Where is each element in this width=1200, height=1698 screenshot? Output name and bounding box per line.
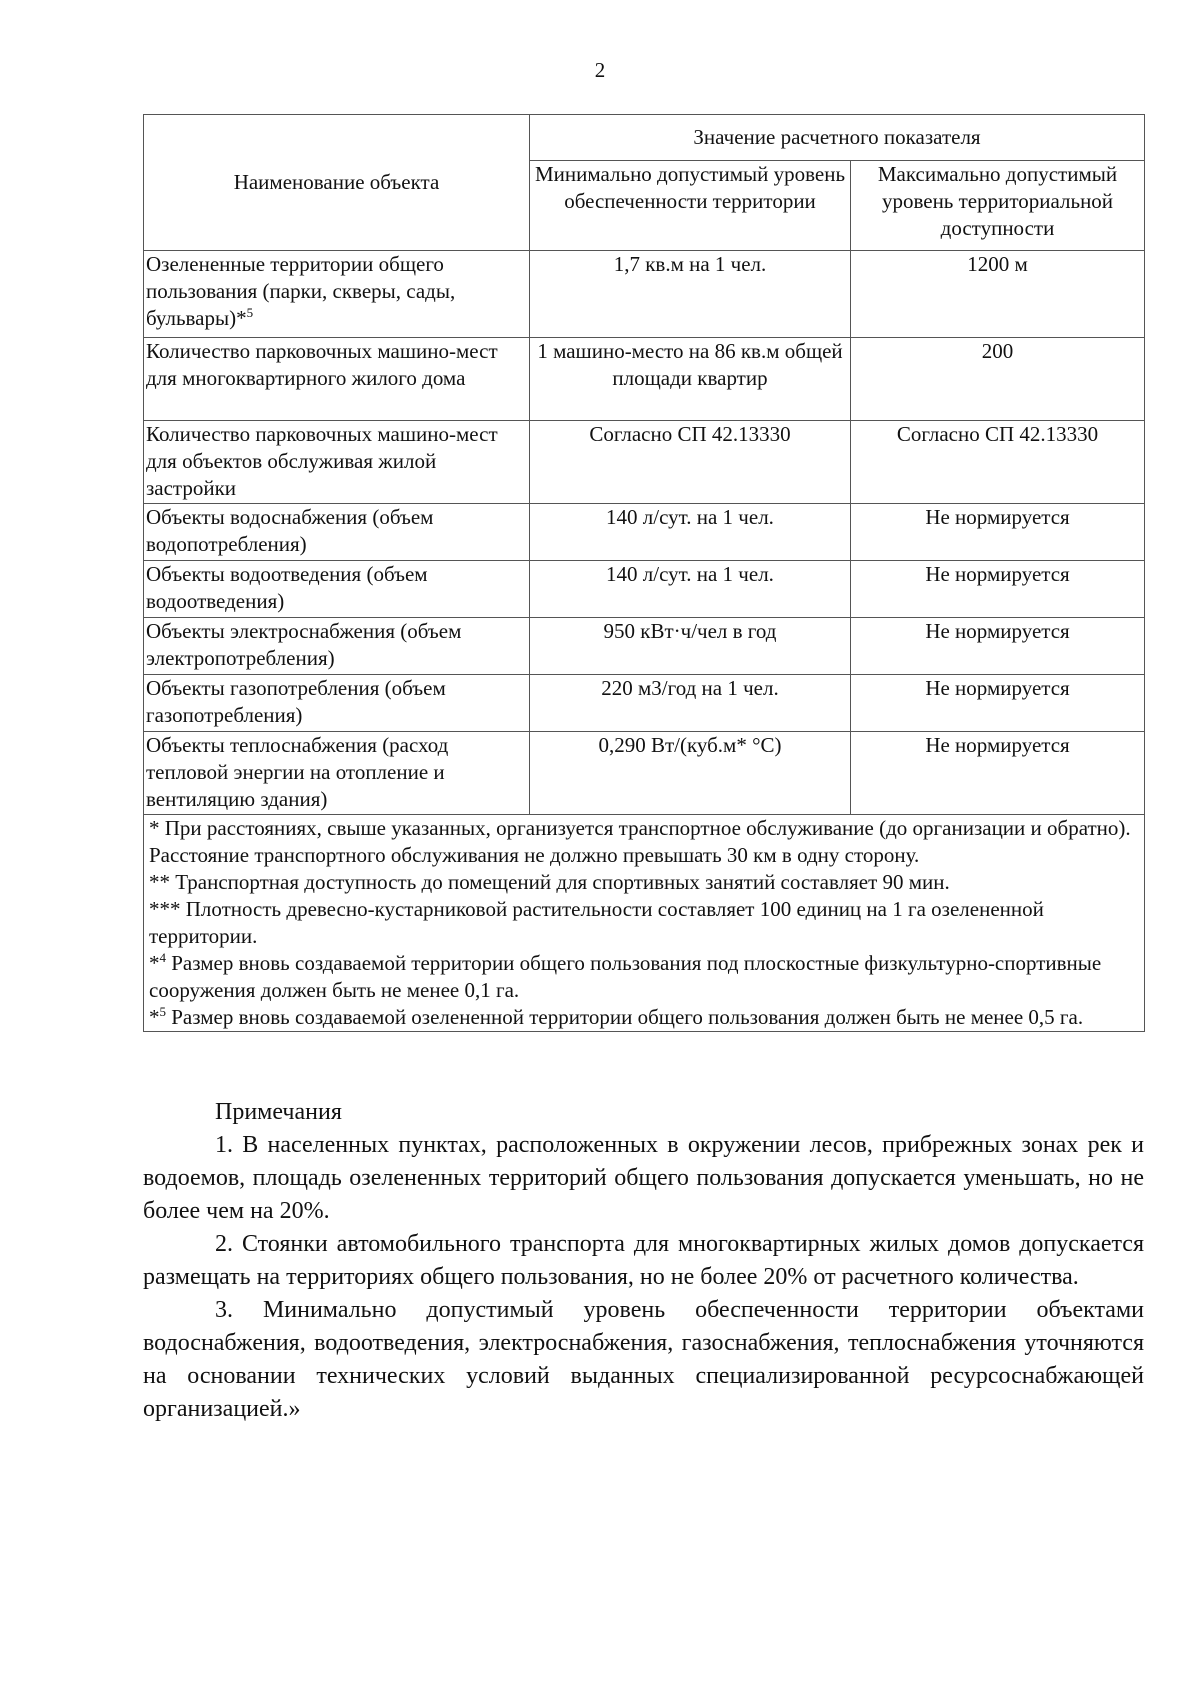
row-object-name: Объекты электроснабжения (объем электропотребления) <box>144 618 530 675</box>
footnote-5: *$^5$ Размер вновь создаваемой озелененной территории общего пользования должен быть не менее 0,5 га. <box>149 1004 1084 1029</box>
row-min-value: 220 м3/год на 1 чел. <box>530 675 851 732</box>
table-row <box>144 732 1145 815</box>
row-min-value: 1 машино-место на 86 кв.м общей площади квартир <box>530 338 851 421</box>
row-min-value: 140 л/сут. на 1 чел. <box>530 504 851 561</box>
page-number: 2 <box>594 58 606 82</box>
table-row <box>144 561 1145 618</box>
footnote-3: *** Плотность древесно-кустарниковой растительности составляет 100 единиц на 1 га озелененной территории. <box>149 897 1044 948</box>
row-max-value: 200 <box>851 338 1145 421</box>
footnote-1: * При расстояниях, свыше указанных, организуется транспортное обслуживание (до организации и обратно). Расстояние транспортного обслуживания не должно превышать 30 км в одну сторону. <box>149 816 1131 867</box>
row-max-value: Не нормируется <box>851 618 1145 675</box>
row-max-value: 1200 м <box>851 251 1145 338</box>
row-max-value: Не нормируется <box>851 675 1145 732</box>
note-item: 3. Минимально допустимый уровень обеспеченности территории объектами водоснабжения, водоотведения, электроснабжения, газоснабжения, теплоснабжения уточняются на основании технических условий выданных специализированной ресурсоснабжающей организацией.» <box>143 1297 1144 1422</box>
row-object-name: Объекты водоснабжения (объем водопотребления) <box>144 504 530 561</box>
table-row <box>144 504 1145 561</box>
header-min-level: Минимально допустимый уровень обеспеченности территории <box>530 161 851 251</box>
row-max-value: Согласно СП 42.13330 <box>851 421 1145 504</box>
note-item: 2. Стоянки автомобильного транспорта для многоквартирных жилых домов допускается размещать на территориях общего пользования, но не более 20% от расчетного количества. <box>143 1231 1144 1290</box>
row-max-value: Не нормируется <box>851 504 1145 561</box>
footnote-4: *$^4$ Размер вновь создаваемой территории общего пользования под плоскостные физкультурно-спортивные сооружения должен быть не менее 0,1 га. <box>149 950 1102 1002</box>
row-object-name: Количество парковочных машино-мест для многоквартирного жилого дома <box>144 338 530 421</box>
table-footnotes <box>144 815 1145 1032</box>
row-min-value: 1,7 кв.м на 1 чел. <box>530 251 851 338</box>
table-footnotes-row <box>144 815 1145 1032</box>
row-min-value: 140 л/сут. на 1 чел. <box>530 561 851 618</box>
row-object-name: Объекты газопотребления (объем газопотребления) <box>144 675 530 732</box>
table-header-row <box>144 115 1145 161</box>
footnote-2: ** Транспортная доступность до помещений для спортивных занятий составляет 90 мин. <box>149 870 950 894</box>
row-min-value: 950 кВт·ч/чел в год <box>530 618 851 675</box>
table-row <box>144 675 1145 732</box>
row-object-name: Озелененные территории общего пользования (парки, скверы, сады, бульвары)*$^5$ <box>144 251 530 338</box>
indicators-table <box>143 114 1145 1032</box>
row-min-value: Согласно СП 42.13330 <box>530 421 851 504</box>
header-max-level: Максимально допустимый уровень территориальной доступности <box>851 161 1145 251</box>
table-row <box>144 251 1145 338</box>
row-object-name: Объекты теплоснабжения (расход тепловой энергии на отопление и вентиляцию здания) <box>144 732 530 815</box>
notes-title: Примечания <box>215 1099 342 1125</box>
header-indicator-value: Значение расчетного показателя <box>530 115 1145 161</box>
note-item: 1. В населенных пунктах, расположенных в окружении лесов, прибрежных зонах рек и водоемов, площадь озелененных территорий общего пользования допускается уменьшать, но не более чем на 20%. <box>143 1132 1144 1224</box>
table-row <box>144 618 1145 675</box>
table-row <box>144 338 1145 421</box>
row-object-name: Количество парковочных машино-мест для объектов обслуживая жилой застройки <box>144 421 530 504</box>
row-max-value: Не нормируется <box>851 561 1145 618</box>
row-object-name: Объекты водоотведения (объем водоотведения) <box>144 561 530 618</box>
row-min-value: 0,290 Вт/(куб.м* °С) <box>530 732 851 815</box>
notes-section <box>143 1096 1144 1426</box>
header-object-name: Наименование объекта <box>144 115 530 251</box>
table-row <box>144 421 1145 504</box>
row-max-value: Не нормируется <box>851 732 1145 815</box>
